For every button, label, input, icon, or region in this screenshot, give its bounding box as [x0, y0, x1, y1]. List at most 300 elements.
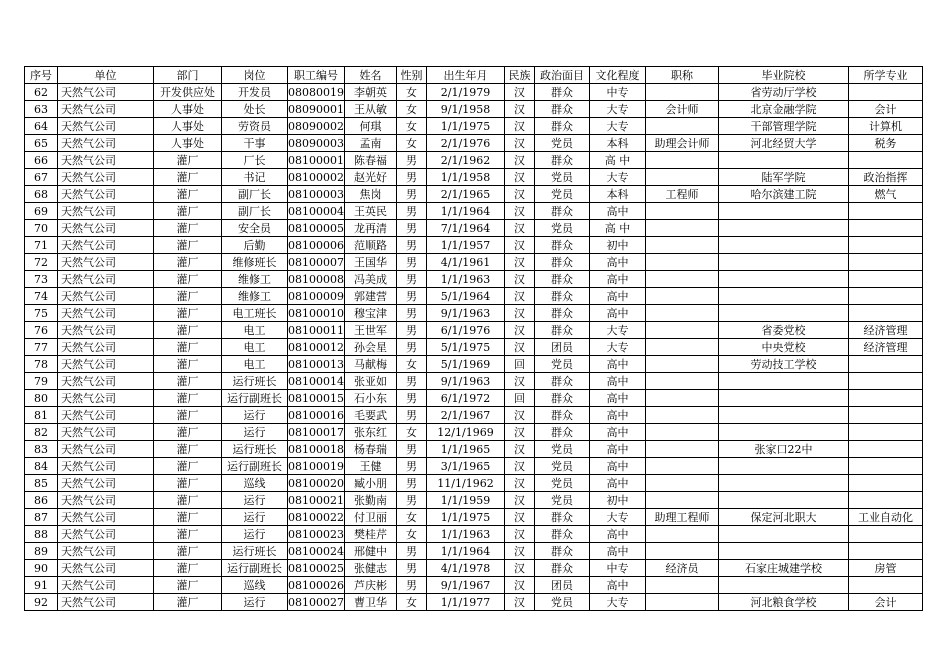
- cell-ethnicity: 汉: [505, 254, 535, 271]
- header-row: [25, 67, 923, 84]
- cell-unit: 天然气公司: [58, 509, 154, 526]
- cell-unit: 天然气公司: [58, 288, 154, 305]
- cell-major: [849, 203, 923, 220]
- cell-education: 高中: [590, 577, 646, 594]
- cell-employee-id: 08100007: [288, 255, 344, 269]
- cell-education: 高 中: [590, 220, 646, 237]
- cell-major: 会计: [849, 594, 923, 611]
- cell-education: 中专: [590, 84, 646, 101]
- cell-department: 灌厂: [154, 441, 222, 458]
- cell-education: 大专: [590, 509, 646, 526]
- cell-major: 工业自动化: [849, 509, 923, 526]
- cell-employee-id: 08100015: [288, 391, 344, 405]
- cell-name: 张勤南: [345, 492, 397, 509]
- cell-position: 维修工: [222, 271, 288, 288]
- cell-gender: 男: [397, 475, 427, 492]
- cell-name: 王健: [345, 458, 397, 475]
- cell-department: 灌厂: [154, 339, 222, 356]
- cell-position: 运行: [222, 407, 288, 424]
- cell-department: 开发供应处: [154, 84, 222, 101]
- cell-employee-id: 08100014: [288, 374, 344, 388]
- cell-serial-number: 69: [25, 203, 58, 220]
- cell-gender: 男: [397, 577, 427, 594]
- cell-name: 范顺路: [345, 237, 397, 254]
- cell-gender: 女: [397, 526, 427, 543]
- cell-serial-number: 91: [25, 577, 58, 594]
- cell-unit: 天然气公司: [58, 594, 154, 611]
- cell-department: 灌厂: [154, 356, 222, 373]
- cell-serial-number: 88: [25, 526, 58, 543]
- cell-name: 王从敏: [345, 101, 397, 118]
- cell-education: 中专: [590, 560, 646, 577]
- cell-ethnicity: 汉: [505, 560, 535, 577]
- table-row: [25, 407, 923, 424]
- cell-political-status: 群众: [535, 271, 590, 288]
- cell-employee-id: 08100027: [288, 595, 344, 609]
- cell-gender: 男: [397, 390, 427, 407]
- cell-position: 运行: [222, 424, 288, 441]
- cell-ethnicity: 汉: [505, 169, 535, 186]
- cell-gender: 女: [397, 356, 427, 373]
- cell-department: 灌厂: [154, 288, 222, 305]
- cell-political-status: 党员: [535, 441, 590, 458]
- cell-graduated-school: 省委党校: [719, 322, 849, 339]
- cell-birth-date: 1/1/1959: [427, 492, 505, 509]
- cell-position: 开发员: [222, 84, 288, 101]
- cell-graduated-school: 陆军学院: [719, 169, 849, 186]
- cell-major: [849, 220, 923, 237]
- cell-serial-number: 72: [25, 254, 58, 271]
- cell-birth-date: 2/1/1962: [427, 152, 505, 169]
- cell-ethnicity: 汉: [505, 118, 535, 135]
- cell-unit: 天然气公司: [58, 492, 154, 509]
- table-row: [25, 543, 923, 560]
- cell-gender: 男: [397, 152, 427, 169]
- cell-unit: 天然气公司: [58, 237, 154, 254]
- cell-department: 灌厂: [154, 560, 222, 577]
- cell-serial-number: 66: [25, 152, 58, 169]
- cell-political-status: 群众: [535, 560, 590, 577]
- cell-name: 邢健中: [345, 543, 397, 560]
- cell-unit: 天然气公司: [58, 203, 154, 220]
- cell-position: 运行: [222, 492, 288, 509]
- cell-political-status: 群众: [535, 84, 590, 101]
- cell-birth-date: 1/1/1958: [427, 169, 505, 186]
- column-header-job-title: 职称: [646, 67, 719, 84]
- cell-employee-id: 08100018: [288, 442, 344, 456]
- cell-gender: 女: [397, 118, 427, 135]
- cell-name: 陈春福: [345, 152, 397, 169]
- cell-serial-number: 71: [25, 237, 58, 254]
- cell-political-status: 党员: [535, 186, 590, 203]
- table-row: [25, 560, 923, 577]
- cell-employee-id: 08100021: [288, 493, 344, 507]
- cell-ethnicity: 汉: [505, 305, 535, 322]
- cell-department: 灌厂: [154, 594, 222, 611]
- cell-department: 灌厂: [154, 407, 222, 424]
- cell-graduated-school: 张家口22中: [719, 441, 849, 458]
- cell-name: 付卫丽: [345, 509, 397, 526]
- cell-major: [849, 254, 923, 271]
- cell-job-title: 助理工程师: [646, 509, 719, 526]
- cell-graduated-school: 河北粮食学校: [719, 594, 849, 611]
- cell-birth-date: 2/1/1976: [427, 135, 505, 152]
- cell-employee-id: 08100023: [288, 527, 344, 541]
- cell-unit: 天然气公司: [58, 356, 154, 373]
- cell-birth-date: 1/1/1975: [427, 118, 505, 135]
- cell-serial-number: 62: [25, 84, 58, 101]
- cell-political-status: 群众: [535, 509, 590, 526]
- cell-name: 张亚如: [345, 373, 397, 390]
- cell-ethnicity: 汉: [505, 577, 535, 594]
- cell-birth-date: 2/1/1979: [427, 84, 505, 101]
- cell-employee-id: 08100020: [288, 476, 344, 490]
- cell-employee-id: 08100025: [288, 561, 344, 575]
- cell-birth-date: 3/1/1965: [427, 458, 505, 475]
- table-row: [25, 271, 923, 288]
- column-header-unit: 单位: [58, 67, 154, 84]
- cell-education: 高中: [590, 390, 646, 407]
- cell-unit: 天然气公司: [58, 152, 154, 169]
- cell-position: 电工: [222, 356, 288, 373]
- cell-department: 灌厂: [154, 322, 222, 339]
- cell-job-title: [646, 339, 719, 356]
- cell-gender: 男: [397, 169, 427, 186]
- column-header-major: 所学专业: [849, 67, 923, 84]
- cell-ethnicity: 汉: [505, 441, 535, 458]
- cell-name: 王英民: [345, 203, 397, 220]
- cell-ethnicity: 汉: [505, 509, 535, 526]
- cell-job-title: [646, 203, 719, 220]
- cell-education: 本科: [590, 135, 646, 152]
- cell-serial-number: 85: [25, 475, 58, 492]
- cell-gender: 男: [397, 373, 427, 390]
- cell-birth-date: 5/1/1969: [427, 356, 505, 373]
- cell-political-status: 群众: [535, 407, 590, 424]
- cell-graduated-school: 干部管理学院: [719, 118, 849, 135]
- cell-ethnicity: 汉: [505, 152, 535, 169]
- cell-unit: 天然气公司: [58, 305, 154, 322]
- cell-position: 运行班长: [222, 373, 288, 390]
- cell-major: [849, 152, 923, 169]
- cell-name: 张东红: [345, 424, 397, 441]
- cell-ethnicity: 汉: [505, 424, 535, 441]
- cell-serial-number: 63: [25, 101, 58, 118]
- cell-major: [849, 577, 923, 594]
- cell-position: 书记: [222, 169, 288, 186]
- cell-job-title: [646, 169, 719, 186]
- cell-position: 运行: [222, 509, 288, 526]
- cell-serial-number: 67: [25, 169, 58, 186]
- column-header-employee-id: 职工编号: [288, 67, 345, 84]
- cell-unit: 天然气公司: [58, 186, 154, 203]
- cell-position: 运行副班长: [222, 560, 288, 577]
- cell-education: 高 中: [590, 152, 646, 169]
- cell-birth-date: 4/1/1961: [427, 254, 505, 271]
- cell-birth-date: 11/1/1962: [427, 475, 505, 492]
- cell-department: 灌厂: [154, 169, 222, 186]
- cell-ethnicity: 汉: [505, 407, 535, 424]
- cell-serial-number: 79: [25, 373, 58, 390]
- cell-education: 高中: [590, 526, 646, 543]
- cell-name: 马献梅: [345, 356, 397, 373]
- cell-unit: 天然气公司: [58, 543, 154, 560]
- cell-position: 电工: [222, 322, 288, 339]
- cell-position: 运行: [222, 526, 288, 543]
- cell-gender: 男: [397, 220, 427, 237]
- cell-department: 灌厂: [154, 152, 222, 169]
- cell-birth-date: 7/1/1964: [427, 220, 505, 237]
- cell-name: 穆宝津: [345, 305, 397, 322]
- cell-political-status: 群众: [535, 390, 590, 407]
- cell-ethnicity: 汉: [505, 373, 535, 390]
- cell-ethnicity: 汉: [505, 543, 535, 560]
- cell-gender: 男: [397, 322, 427, 339]
- cell-major: [849, 492, 923, 509]
- employee-table: [24, 66, 923, 611]
- cell-political-status: 群众: [535, 288, 590, 305]
- cell-name: 郭建营: [345, 288, 397, 305]
- cell-birth-date: 12/1/1969: [427, 424, 505, 441]
- cell-position: 处长: [222, 101, 288, 118]
- table-row: [25, 390, 923, 407]
- cell-birth-date: 5/1/1964: [427, 288, 505, 305]
- cell-gender: 男: [397, 492, 427, 509]
- table-row: [25, 526, 923, 543]
- cell-department: 灌厂: [154, 186, 222, 203]
- cell-gender: 男: [397, 271, 427, 288]
- cell-name: 焦岗: [345, 186, 397, 203]
- cell-education: 大专: [590, 118, 646, 135]
- cell-department: 灌厂: [154, 492, 222, 509]
- table-row: [25, 118, 923, 135]
- cell-department: 灌厂: [154, 203, 222, 220]
- cell-graduated-school: [719, 288, 849, 305]
- cell-job-title: [646, 543, 719, 560]
- cell-unit: 天然气公司: [58, 458, 154, 475]
- cell-employee-id: 08090002: [288, 119, 344, 133]
- cell-position: 运行副班长: [222, 458, 288, 475]
- cell-education: 大专: [590, 169, 646, 186]
- cell-major: 燃气: [849, 186, 923, 203]
- table-row: [25, 135, 923, 152]
- cell-graduated-school: [719, 458, 849, 475]
- cell-job-title: [646, 526, 719, 543]
- cell-gender: 男: [397, 543, 427, 560]
- cell-job-title: [646, 390, 719, 407]
- cell-employee-id: 08100017: [288, 425, 344, 439]
- cell-ethnicity: 汉: [505, 322, 535, 339]
- cell-employee-id: 08090001: [288, 102, 344, 116]
- cell-major: 计算机: [849, 118, 923, 135]
- cell-major: [849, 84, 923, 101]
- cell-major: [849, 458, 923, 475]
- cell-ethnicity: 汉: [505, 203, 535, 220]
- cell-political-status: 党员: [535, 220, 590, 237]
- cell-education: 高中: [590, 305, 646, 322]
- table-row: [25, 577, 923, 594]
- cell-serial-number: 80: [25, 390, 58, 407]
- cell-job-title: [646, 424, 719, 441]
- cell-position: 维修工: [222, 288, 288, 305]
- cell-position: 劳资员: [222, 118, 288, 135]
- cell-unit: 天然气公司: [58, 526, 154, 543]
- cell-political-status: 群众: [535, 373, 590, 390]
- cell-birth-date: 6/1/1972: [427, 390, 505, 407]
- cell-education: 初中: [590, 237, 646, 254]
- cell-department: 灌厂: [154, 475, 222, 492]
- cell-education: 高中: [590, 407, 646, 424]
- cell-department: 人事处: [154, 135, 222, 152]
- cell-serial-number: 86: [25, 492, 58, 509]
- cell-education: 初中: [590, 492, 646, 509]
- cell-job-title: [646, 594, 719, 611]
- cell-name: 赵光好: [345, 169, 397, 186]
- cell-ethnicity: 汉: [505, 594, 535, 611]
- cell-department: 灌厂: [154, 373, 222, 390]
- cell-job-title: [646, 118, 719, 135]
- cell-major: 税务: [849, 135, 923, 152]
- cell-gender: 男: [397, 560, 427, 577]
- column-header-department: 部门: [154, 67, 222, 84]
- cell-name: 王国华: [345, 254, 397, 271]
- cell-graduated-school: [719, 424, 849, 441]
- cell-birth-date: 6/1/1976: [427, 322, 505, 339]
- cell-name: 樊桂芹: [345, 526, 397, 543]
- column-header-birth-date: 出生年月: [427, 67, 505, 84]
- cell-serial-number: 81: [25, 407, 58, 424]
- cell-birth-date: 1/1/1964: [427, 543, 505, 560]
- cell-position: 副厂长: [222, 203, 288, 220]
- cell-education: 高中: [590, 271, 646, 288]
- cell-employee-id: 08100002: [288, 170, 344, 184]
- cell-graduated-school: [719, 577, 849, 594]
- cell-name: 芦庆彬: [345, 577, 397, 594]
- cell-ethnicity: 回: [505, 390, 535, 407]
- cell-unit: 天然气公司: [58, 271, 154, 288]
- cell-gender: 女: [397, 135, 427, 152]
- table-row: [25, 186, 923, 203]
- cell-gender: 男: [397, 186, 427, 203]
- cell-major: [849, 305, 923, 322]
- table-row: [25, 475, 923, 492]
- cell-department: 灌厂: [154, 254, 222, 271]
- cell-major: [849, 237, 923, 254]
- cell-birth-date: 1/1/1965: [427, 441, 505, 458]
- cell-employee-id: 08100016: [288, 408, 344, 422]
- cell-employee-id: 08080019: [288, 85, 344, 99]
- cell-job-title: [646, 254, 719, 271]
- cell-serial-number: 89: [25, 543, 58, 560]
- table-row: [25, 305, 923, 322]
- table-row: [25, 594, 923, 611]
- table-row: [25, 203, 923, 220]
- cell-serial-number: 92: [25, 594, 58, 611]
- cell-position: 运行班长: [222, 441, 288, 458]
- cell-ethnicity: 汉: [505, 458, 535, 475]
- column-header-gender: 性别: [397, 67, 427, 84]
- cell-job-title: [646, 237, 719, 254]
- cell-job-title: [646, 152, 719, 169]
- cell-education: 高中: [590, 543, 646, 560]
- cell-serial-number: 70: [25, 220, 58, 237]
- cell-gender: 男: [397, 458, 427, 475]
- cell-ethnicity: 汉: [505, 526, 535, 543]
- cell-education: 高中: [590, 424, 646, 441]
- column-header-serial-number: 序号: [25, 67, 58, 84]
- cell-unit: 天然气公司: [58, 135, 154, 152]
- cell-name: 龙再清: [345, 220, 397, 237]
- cell-ethnicity: 汉: [505, 288, 535, 305]
- cell-employee-id: 08100004: [288, 204, 344, 218]
- cell-birth-date: 1/1/1975: [427, 509, 505, 526]
- cell-position: 后勤: [222, 237, 288, 254]
- cell-unit: 天然气公司: [58, 407, 154, 424]
- cell-employee-id: 08100006: [288, 238, 344, 252]
- table-row: [25, 322, 923, 339]
- cell-education: 本科: [590, 186, 646, 203]
- cell-political-status: 党员: [535, 135, 590, 152]
- cell-employee-id: 08100012: [288, 340, 344, 354]
- cell-employee-id: 08100026: [288, 578, 344, 592]
- cell-unit: 天然气公司: [58, 441, 154, 458]
- cell-major: [849, 390, 923, 407]
- cell-graduated-school: 石家庄城建学校: [719, 560, 849, 577]
- cell-gender: 男: [397, 407, 427, 424]
- cell-serial-number: 76: [25, 322, 58, 339]
- cell-unit: 天然气公司: [58, 322, 154, 339]
- cell-graduated-school: [719, 237, 849, 254]
- cell-education: 大专: [590, 594, 646, 611]
- table-row: [25, 220, 923, 237]
- cell-political-status: 党员: [535, 492, 590, 509]
- cell-political-status: 党员: [535, 356, 590, 373]
- cell-job-title: 会计师: [646, 101, 719, 118]
- cell-gender: 女: [397, 509, 427, 526]
- cell-serial-number: 68: [25, 186, 58, 203]
- cell-employee-id: 08100011: [288, 323, 344, 337]
- cell-birth-date: 1/1/1963: [427, 271, 505, 288]
- cell-position: 巡线: [222, 475, 288, 492]
- cell-employee-id: 08100022: [288, 510, 344, 524]
- cell-graduated-school: [719, 254, 849, 271]
- cell-ethnicity: 汉: [505, 186, 535, 203]
- cell-serial-number: 87: [25, 509, 58, 526]
- cell-serial-number: 78: [25, 356, 58, 373]
- cell-major: [849, 526, 923, 543]
- cell-position: 电工班长: [222, 305, 288, 322]
- cell-job-title: [646, 356, 719, 373]
- cell-education: 高中: [590, 373, 646, 390]
- cell-major: 房管: [849, 560, 923, 577]
- cell-position: 巡线: [222, 577, 288, 594]
- table-row: [25, 169, 923, 186]
- cell-ethnicity: 汉: [505, 271, 535, 288]
- cell-job-title: [646, 475, 719, 492]
- cell-major: [849, 441, 923, 458]
- column-header-name: 姓名: [345, 67, 397, 84]
- cell-education: 高中: [590, 203, 646, 220]
- cell-education: 大专: [590, 339, 646, 356]
- cell-department: 灌厂: [154, 458, 222, 475]
- table-row: [25, 152, 923, 169]
- cell-political-status: 党员: [535, 458, 590, 475]
- cell-department: 灌厂: [154, 237, 222, 254]
- cell-gender: 女: [397, 84, 427, 101]
- cell-name: 张健志: [345, 560, 397, 577]
- cell-department: 灌厂: [154, 526, 222, 543]
- cell-employee-id: 08090003: [288, 136, 344, 150]
